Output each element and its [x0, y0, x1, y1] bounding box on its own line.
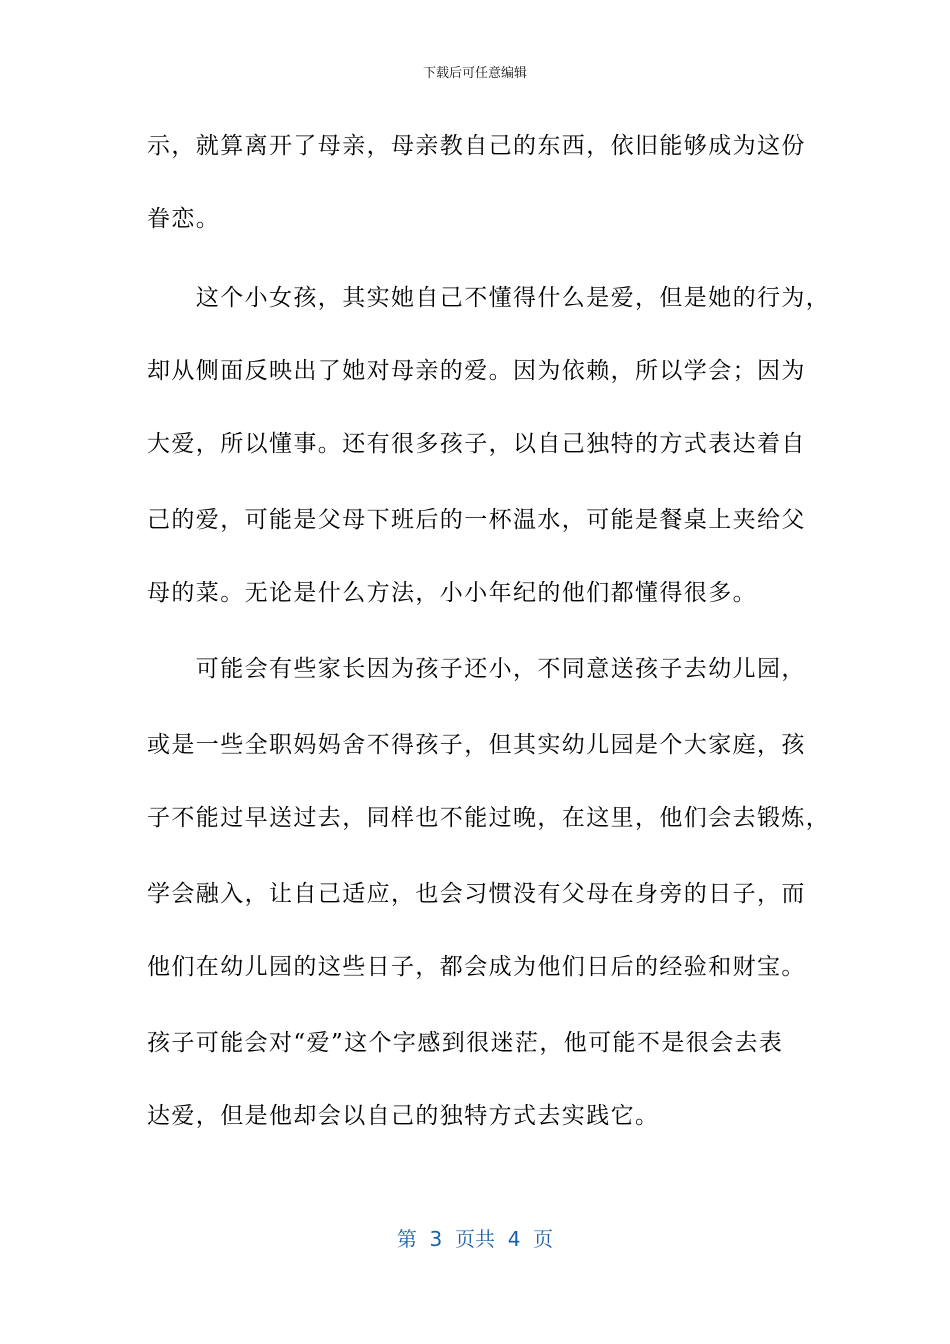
body-text-line: 孩子可能会对“爱”这个字感到很迷茫，他可能不是很会去表 [147, 1030, 784, 1056]
page-number-footer: 第 3 页共 4 页 [396, 1227, 554, 1251]
body-text-line: 母的菜。无论是什么方法，小小年纪的他们都懂得很多。 [147, 580, 757, 606]
body-text-line: 可能会有些家长因为孩子还小，不同意送孩子去幼儿园， [147, 656, 806, 682]
body-text-line: 这个小女孩，其实她自己不懂得什么是爱，但是她的行为， [147, 285, 831, 311]
body-text-line: 学会融入，让自己适应，也会习惯没有父母在身旁的日子，而 [147, 881, 806, 907]
body-text-line: 或是一些全职妈妈舍不得孩子，但其实幼儿园是个大家庭，孩 [147, 732, 806, 758]
body-text-line: 子不能过早送过去，同样也不能过晚，在这里，他们会去锻炼， [147, 805, 831, 831]
body-text-line: 他们在幼儿园的这些日子，都会成为他们日后的经验和财宝。 [147, 954, 806, 980]
body-text-line: 眷恋。 [147, 206, 221, 232]
body-text-line: 己的爱，可能是父母下班后的一杯温水，可能是餐桌上夹给父 [147, 507, 806, 533]
body-text-line: 达爱，但是他却会以自己的独特方式去实践它。 [147, 1103, 660, 1129]
body-text-line: 却从侧面反映出了她对母亲的爱。因为依赖，所以学会；因为 [147, 358, 806, 384]
body-text-line: 示，就算离开了母亲，母亲教自己的东西，依旧能够成为这份 [147, 133, 806, 159]
page-header: 下载后可任意编辑 [422, 66, 527, 81]
body-text-line: 大爱，所以懂事。还有很多孩子，以自己独特的方式表达着自 [147, 431, 806, 457]
